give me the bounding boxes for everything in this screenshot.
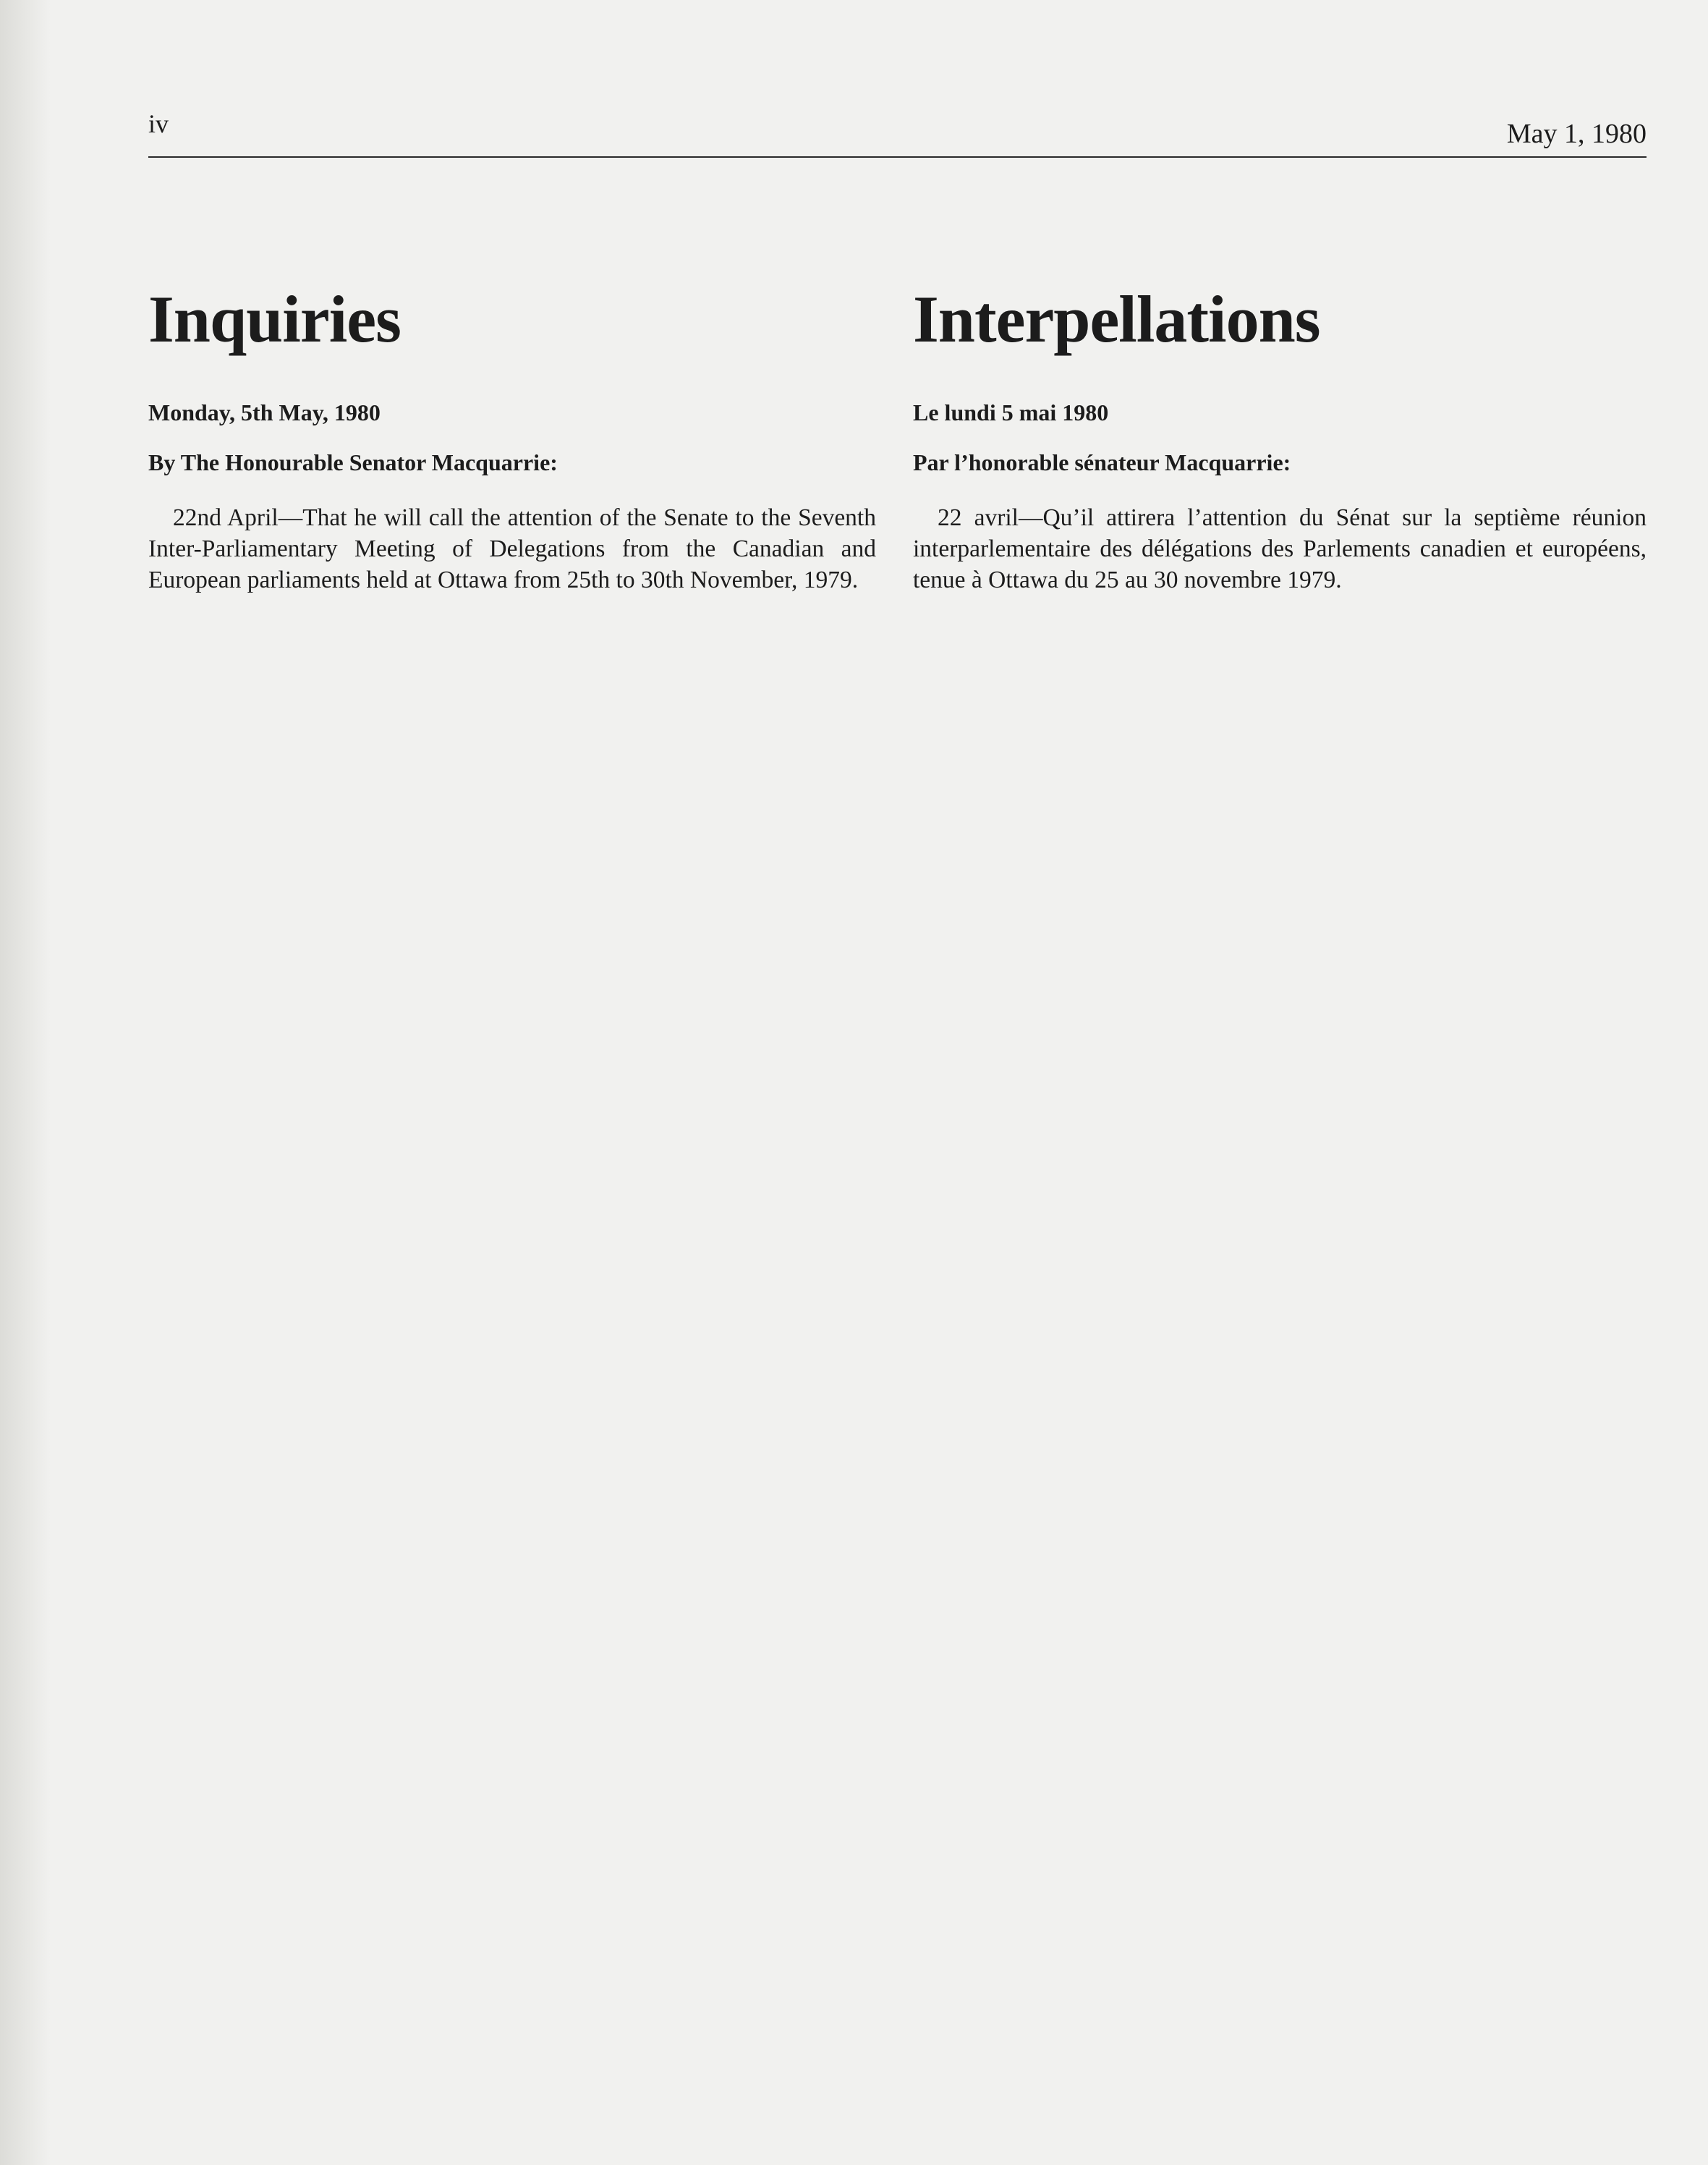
english-column [148, 282, 876, 596]
english-section-title: Inquiries [148, 282, 401, 356]
french-inquiry-text: 22 avril—Qu’il attirera l’attention du Sénat sur la septième réunion interparlementaire des délégations des Parlements canadien et européens, tenue à Ottawa du 25 au 30 novembre 1979. [913, 504, 1647, 593]
english-inquiry-text: 22nd April—That he will call the attention of the Senate to the Seventh Inter-Parliamentary Meeting of Delegations from the Canadian and European parliaments held at Ottawa from 25th to 30th November, 1979. [148, 504, 876, 593]
page-date: May 1, 1980 [1506, 119, 1647, 149]
header-rule [148, 156, 1647, 158]
french-sitting-date: Le lundi 5 mai 1980 [913, 399, 1109, 425]
english-sitting-date: Monday, 5th May, 1980 [148, 399, 381, 425]
english-sponsor: By The Honourable Senator Macquarrie: [148, 449, 558, 475]
french-column [913, 282, 1647, 596]
french-section-title: Interpellations [913, 282, 1320, 356]
french-sponsor: Par l’honorable sénateur Macquarrie: [913, 449, 1291, 475]
page-edge-shadow [0, 0, 51, 2165]
page-number: iv [148, 109, 169, 138]
